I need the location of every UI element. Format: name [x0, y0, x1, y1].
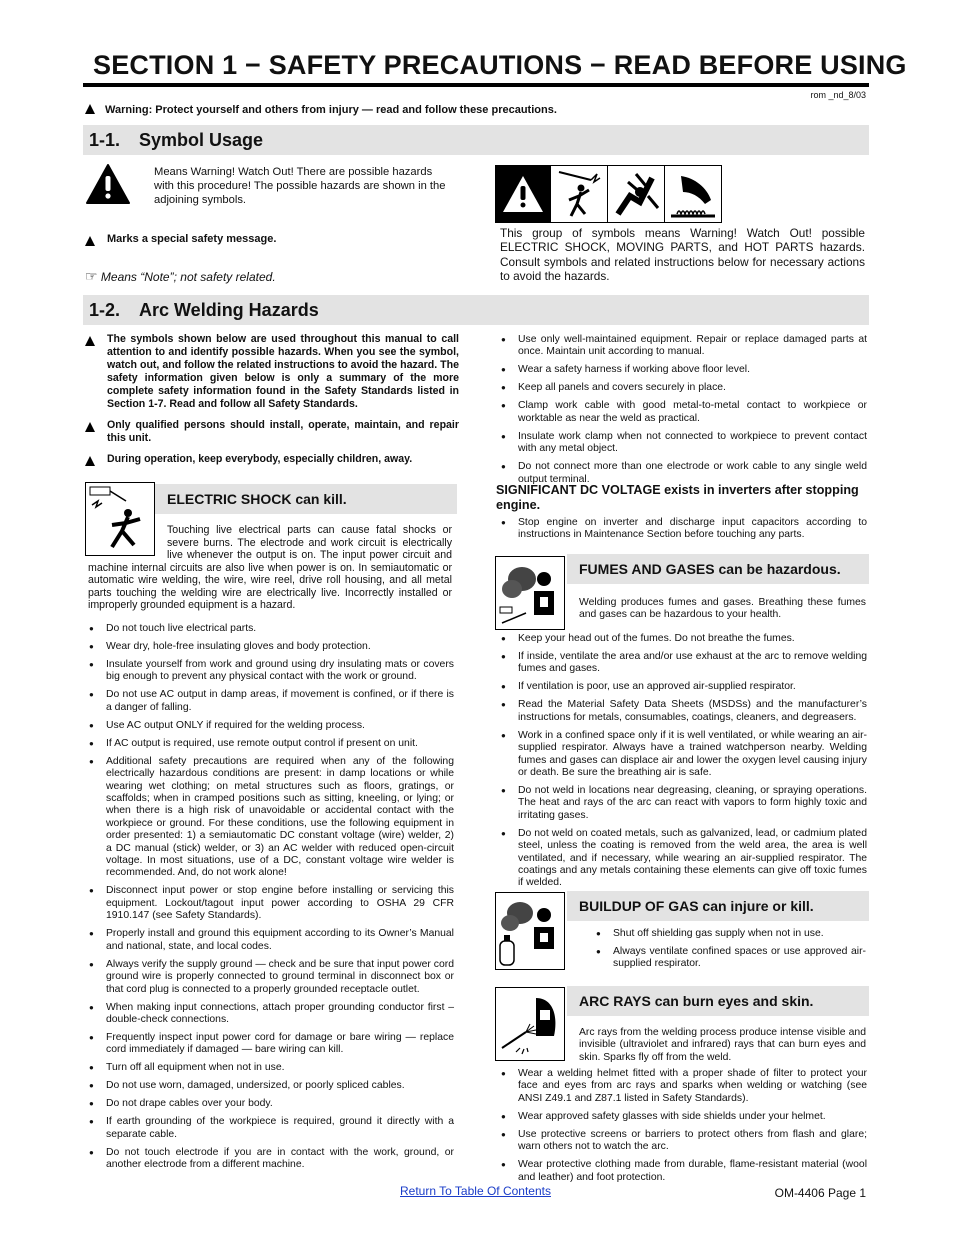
- electric-shock-intro-text: Touching live electrical parts can cause fatal shocks or severe burns. The electrode and work circuit is electrically live whenever the output is on. The input power circuit and machine internal circuits are also live when power is on. In semiautomatic or automatic wire welding, the wire, wire reel, drive roll housing, and all metal parts touching the welding wire are electrically live. Incorrectly installed or improperly grounded equipment is a hazard.: [88, 524, 452, 611]
- bullet-item: ● Turn off all equipment when not in use.: [88, 1062, 454, 1074]
- dc-voltage-list: [500, 517, 867, 547]
- bullet-item: ● When making input connections, attach proper grounding conductor first – double-check connections.: [88, 1002, 454, 1027]
- bullet-item: ● Insulate yourself from work and ground using dry insulating mats or covers big enough to prevent any physical contact with the work or ground.: [88, 659, 454, 684]
- hot-parts-icon: [665, 165, 722, 223]
- bullet-item: ● Use only well-maintained equipment. Repair or replace damaged parts at once. Maintain unit according to manual.: [500, 334, 867, 359]
- bullet-item: ● Work in a confined space only if it is well ventilated, or while wearing an air-supplied respirator. Always have a trained watchperson nearby. Welding fumes and gases can displace air and lower the oxygen level causing injury or death. Be sure the breathing air is safe.: [500, 730, 867, 780]
- bullet-item: ● Use AC output ONLY if required for the welding process.: [88, 720, 454, 732]
- bullet-item: ● If earth grounding of the workpiece is required, ground it directly with a separate cable.: [88, 1116, 454, 1141]
- section-number: 1-1.: [89, 130, 121, 150]
- bullet-item: ● Always verify the supply ground — check and be sure that input power cord ground wire is properly connected to ground terminal in disconnect box or that cord plug is connected to a properly grounded receptacle outlet.: [88, 959, 454, 996]
- electric-shock-icon: [551, 165, 608, 223]
- arc-rays-icon: [495, 987, 565, 1061]
- fumes-list: [500, 633, 867, 895]
- warning-triangle-icon: [85, 456, 95, 466]
- warning-triangle-icon: [85, 336, 95, 346]
- bullet-item: ● Wear protective clothing made from durable, flame-resistant material (wool and leather) and foot protection.: [500, 1159, 867, 1184]
- hazard-symbol-group: [495, 165, 722, 223]
- bullet-item: ● Use protective screens or barriers to protect others from flash and glare; warn others not to watch the arc.: [500, 1129, 867, 1154]
- note-text: Means “Note”; not safety related.: [100, 270, 276, 284]
- electric-shock-list: [88, 623, 454, 1177]
- dc-voltage-heading: SIGNIFICANT DC VOLTAGE exists in inverters after stopping engine.: [496, 483, 859, 512]
- warning-triangle-icon: [85, 104, 95, 114]
- gas-buildup-icon: [495, 892, 565, 970]
- title-rule: [83, 83, 869, 87]
- special-message-text: Marks a special safety message.: [107, 233, 277, 245]
- revision-code: rom _nd_8/03: [810, 90, 866, 100]
- bullet-item: ● Do not touch live electrical parts.: [88, 623, 454, 635]
- page-number: OM-4406 Page 1: [774, 1186, 866, 1200]
- arc-rays-heading: ARC RAYS can burn eyes and skin.: [567, 986, 869, 1016]
- bullet-item: ● Do not use AC output in damp areas, if movement is confined, or if there is a danger of falling.: [88, 689, 454, 714]
- bullet-item: ● Wear dry, hole-free insulating gloves and body protection.: [88, 641, 454, 653]
- bullet-item: ● Frequently inspect input power cord for damage or bare wiring — replace cord immediately if damaged — bare wiring can kill.: [88, 1032, 454, 1057]
- fumes-intro: Welding produces fumes and gases. Breathing these fumes and gases can be hazardous to your health.: [579, 597, 866, 621]
- moving-parts-icon: [608, 165, 665, 223]
- bullet-item: ● Wear approved safety glasses with side shields under your helmet.: [500, 1111, 867, 1123]
- fumes-heading: FUMES AND GASES can be hazardous.: [567, 554, 869, 584]
- bullet-item: ● Do not weld in locations near degreasing, cleaning, or spraying operations. The heat and rays of the arc can react with vapors to form highly toxic and irritating gases.: [500, 785, 867, 822]
- bullet-item: ● Stop engine on inverter and discharge input capacitors according to instructions in Maintenance Section before touching any parts.: [500, 517, 867, 542]
- intro-item: [83, 419, 459, 445]
- bullet-item: ● Do not use worn, damaged, undersized, or poorly spliced cables.: [88, 1080, 454, 1092]
- bullet-item: ● Wear a safety harness if working above floor level.: [500, 364, 867, 376]
- bullet-item: ● Read the Material Safety Data Sheets (MSDSs) and the manufacturer’s instructions for metals, consumables, coatings, cleaners, and degreasers.: [500, 699, 867, 724]
- buildup-heading: BUILDUP OF GAS can injure or kill.: [567, 891, 869, 921]
- bullet-item: ● If ventilation is poor, use an approved air-supplied respirator.: [500, 681, 867, 693]
- section-symbol-usage: [83, 125, 869, 155]
- symbol-group-description: This group of symbols means Warning! Watch Out! possible ELECTRIC SHOCK, MOVING PARTS, and HOT PARTS hazards. Consult symbols and related instructions below for necessary actions to avoid the hazards.: [500, 226, 865, 283]
- warning-triangle-icon: [85, 422, 95, 432]
- top-warning-text: Warning: Protect yourself and others from injury — read and follow these precautions.: [105, 104, 557, 116]
- bullet-item: ● Clamp work cable with good metal-to-metal contact to workpiece or worktable as near the weld as practical.: [500, 400, 867, 425]
- bullet-item: ● Properly install and ground this equipment according to its Owner’s Manual and national, state, and local codes.: [88, 928, 454, 953]
- warning-triangle-icon: [85, 236, 95, 246]
- section-number: 1-2.: [89, 300, 121, 320]
- general-precautions-list: [500, 334, 867, 492]
- note-row: [85, 268, 276, 285]
- bullet-item: ● Shut off shielding gas supply when not in use.: [595, 928, 866, 940]
- buildup-list: [595, 928, 866, 976]
- pointing-hand-icon: ☞: [85, 268, 98, 284]
- section-title: Symbol Usage: [139, 130, 264, 150]
- intro-item: [83, 333, 459, 411]
- intro-item: [83, 453, 459, 466]
- warning-symbol-icon: [85, 163, 131, 205]
- warning-symbol-icon: [495, 165, 551, 223]
- warning-symbol-description: Means Warning! Watch Out! There are possible hazards with this procedure! The possible hazards are shown in the adjoining symbols.: [154, 166, 446, 206]
- page-title: SECTION 1 − SAFETY PRECAUTIONS − READ BEFORE USING: [93, 50, 907, 80]
- bullet-item: ● Disconnect input power or stop engine before installing or servicing this equipment. Lockout/tagout input power according to OSHA 29 CFR 1910.147 (see Safety Standards).: [88, 885, 454, 922]
- section-title: Arc Welding Hazards: [139, 300, 319, 320]
- intro-text: Only qualified persons should install, operate, maintain, and repair this unit.: [107, 419, 459, 444]
- bullet-item: ● Keep all panels and covers securely in place.: [500, 382, 867, 394]
- return-to-toc-link[interactable]: Return To Table Of Contents: [400, 1184, 551, 1198]
- intro-text: During operation, keep everybody, especially children, away.: [107, 453, 413, 465]
- fumes-icon: [495, 556, 565, 630]
- bullet-item: ● Do not connect more than one electrode or work cable to any single weld output terminal.: [500, 461, 867, 486]
- bullet-item: ● Insulate work clamp when not connected to workpiece to prevent contact with any metal object.: [500, 431, 867, 456]
- bullet-item: ● Keep your head out of the fumes. Do not breathe the fumes.: [500, 633, 867, 645]
- bullet-item: ● If inside, ventilate the area and/or use exhaust at the arc to remove welding fumes and gases.: [500, 651, 867, 676]
- bullet-item: ● Additional safety precautions are required when any of the following electrically hazardous conditions are present: in damp locations or while wearing wet clothing; on metal structures such as floors, gratings, or scaffolds; when in cramped positions such as sitting, kneeling, or lying; or when there is a high risk of unavoidable or accidental contact with the workpiece or ground. For these conditions, use the following equipment in order presented: 1) a semiautomatic DC constant voltage (wire) welder, 2) a DC manual (stick) welder, or 3) an AC welder with reduced open-circuit voltage. In most situations, use of a DC, constant voltage wire welder is recommended. And, do not work alone!: [88, 756, 454, 880]
- electric-shock-heading: ELECTRIC SHOCK can kill.: [155, 484, 457, 514]
- bullet-item: ● Do not drape cables over your body.: [88, 1098, 454, 1110]
- intro-text: The symbols shown below are used throughout this manual to call attention to and identify possible hazards. When you see the symbol, watch out, and follow the related instructions to avoid the hazard. The safety information given below is only a summary of the more complete safety information found in the Safety Standards listed in Section 1-7. Read and follow all Safety Standards.: [107, 333, 459, 410]
- bullet-item: ● If AC output is required, use remote output control if present on unit.: [88, 738, 454, 750]
- arc-rays-list: [500, 1068, 867, 1190]
- bullet-item: ● Wear a welding helmet fitted with a proper shade of filter to protect your face and eyes from arc rays and sparks when welding or watching (see ANSI Z49.1 and Z87.1 listed in Safety Standards).: [500, 1068, 867, 1105]
- top-warning: [85, 103, 557, 116]
- bullet-item: ● Do not touch electrode if you are in contact with the work, ground, or another electrode from a different machine.: [88, 1147, 454, 1172]
- bullet-item: ● Do not weld on coated metals, such as galvanized, lead, or cadmium plated steel, unless the coating is removed from the weld area, the area is well ventilated, and if necessary, while wearing an air-supplied respirator. The coatings and any metals containing these elements can give off toxic fumes if welded.: [500, 828, 867, 890]
- special-message-row: [83, 233, 276, 247]
- arc-welding-intro: [83, 333, 459, 466]
- electric-shock-intro: [88, 524, 452, 612]
- arc-rays-intro: Arc rays from the welding process produce intense visible and invisible (ultraviolet and infrared) rays that can burn eyes and skin. Sparks fly off from the weld.: [579, 1027, 866, 1063]
- section-arc-welding: [83, 295, 869, 325]
- bullet-item: ● Always ventilate confined spaces or use approved air-supplied respirator.: [595, 946, 866, 971]
